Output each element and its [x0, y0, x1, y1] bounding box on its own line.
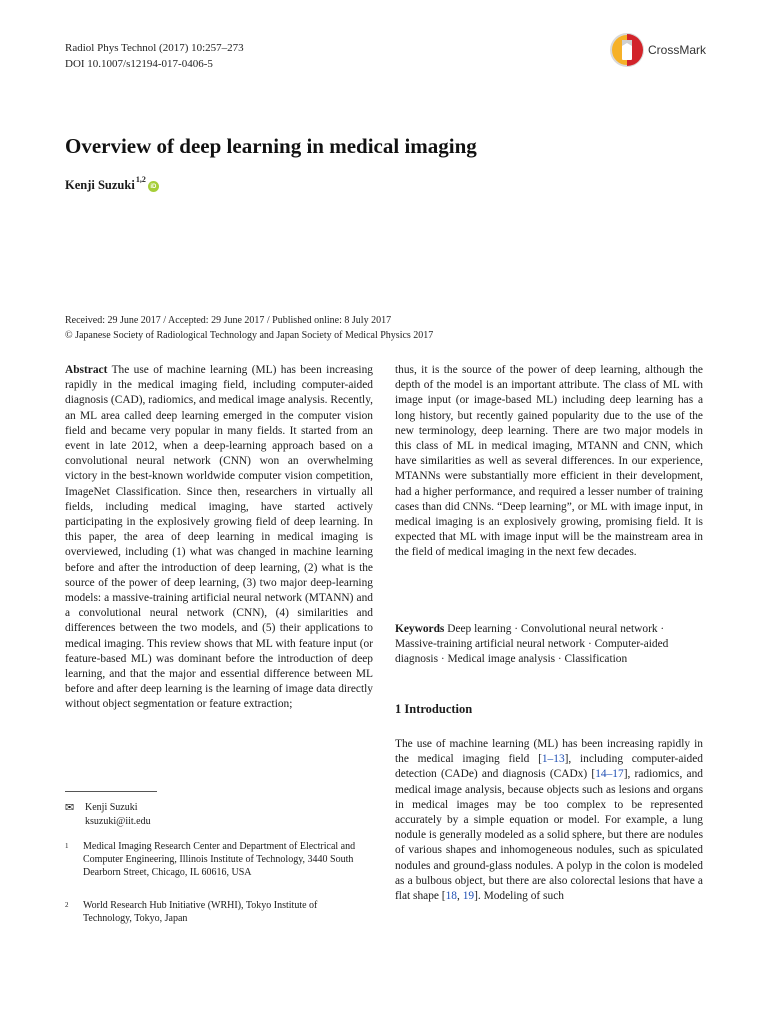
citation-link[interactable]: 19 [462, 890, 475, 903]
crossmark-badge[interactable] [609, 30, 719, 70]
keywords-text: Deep learning · Convolutional neural network · Massive-training artificial neural network · Computer-aided diagnosis · Medical image analysis · Classification [395, 623, 669, 666]
intro-text-1: The use of machine learning (ML) has been increasing rapidly in the medical imaging field [ [395, 738, 703, 766]
dates-line: Received: 29 June 2017 / Accepted: 29 June 2017 / Published online: 8 July 2017 [65, 315, 392, 326]
publication-dates [65, 313, 433, 343]
abstract-column-right [395, 363, 703, 561]
corresponding-author [65, 801, 151, 829]
affiliation-text: World Research Hub Initiative (WRHI), Tokyo Institute of Technology, Tokyo, Japan [83, 900, 318, 924]
affiliation-text: Medical Imaging Research Center and Department of Electrical and Computer Engineering, Illinois Institute of Technology, 3440 South Dearborn Street, Chicago, IL 60616, USA [83, 841, 356, 878]
citation-separator: , [457, 890, 463, 903]
intro-text-2: ], including computer-aided detection (CADe) and diagnosis (CADx) [ [395, 753, 703, 781]
contact-name: Kenji Suzuki [85, 802, 138, 813]
orcid-icon[interactable]: iD [148, 181, 159, 192]
affiliation-1 [65, 840, 365, 879]
introduction-text [395, 737, 703, 904]
footnote-divider [65, 791, 157, 792]
author-line [65, 175, 159, 193]
abstract-column-left [65, 363, 373, 713]
abstract-label: Abstract [65, 364, 108, 376]
abstract-continuation: thus, it is the source of the power of deep learning, although the depth of the model is an important attribute. The class of ML with image input (or image-based ML) including deep learning has a long history, but recently gained popularity due to the use of the new terminology, deep learning. There are two major models in this class of ML in medical imaging, MTANN and CNN, which have similarities as well as several differences. In our experience, MTANNs were substantially more efficient in their development, had a higher performance, and required a lesser number of training cases than did CNNs. “Deep learning”, or ML with image input, in medical imaging is an explosively growing, promising field. It is expected that ML with image input will be the mainstream area in the field of medical imaging in the next few decades. [395, 364, 703, 559]
abstract-text: The use of machine learning (ML) has been increasing rapidly in the medical imaging field, including computer-aided diagnosis (CAD), radiomics, and medical image analysis. Recently, an ML area called deep learning emerged in the computer vision field and became very popular in many fields. It started from an event in late 2012, when a deep-learning approach based on a convolutional neural network (CNN) won an overwhelming victory in the best-known worldwide computer vision competition, ImageNet Classification. Since then, researchers in virtually all fields, including medical imaging, have started actively participating in the explosively growing field of deep learning. In this paper, the area of deep learning in medical imaging is overviewed, including (1) what was changed in machine learning before and after the introduction of deep learning, (2) what is the source of the power of deep learning, (3) two major deep-learning models: a massive-training artificial neural network (MTANN) and a convolutional neural network (CNN), (4) similarities and differences between the two models, and (5) their applications to medical imaging. This review shows that ML with feature input (or feature-based ML) was dominant before the introduction of deep learning, and that the major and essential difference between ML before and after deep learning is the learning of image data directly without object segmentation or feature extraction; [65, 364, 373, 711]
affiliation-2 [65, 899, 365, 925]
affiliation-number: 1 [65, 842, 69, 850]
citation-link[interactable]: 18 [445, 890, 457, 903]
journal-citation: Radiol Phys Technol (2017) 10:257–273 [65, 42, 244, 54]
citation-link[interactable]: 14–17 [595, 768, 624, 781]
contact-email[interactable]: ksuzuki@iit.edu [85, 816, 151, 827]
author-name[interactable]: Kenji Suzuki [65, 178, 135, 192]
affiliation-number: 2 [65, 901, 69, 909]
citation-link[interactable]: 1–13 [541, 753, 565, 766]
crossmark-icon [609, 32, 645, 68]
intro-text-4: ]. Modeling of such [474, 890, 564, 903]
journal-header [65, 40, 244, 72]
keywords [395, 622, 703, 668]
envelope-icon: ✉ [65, 801, 75, 814]
intro-text-3: ], radiomics, and medical image analysis, because objects such as lesions and organs in medical images may be too complex to be represented accurately by a simple equation or model. For example, a lung nodule is generally modeled as a solid sphere, but there are nodules of various shapes and inhomogeneous nodules, such as spiculated nodules and ground-glass nodules. A polyp in the colon is modeled as a bulbous object, but there are also colorectal lesions that have a flat shape [ [395, 768, 703, 903]
crossmark-label: CrossMark [648, 43, 707, 57]
copyright-line: © Japanese Society of Radiological Technology and Japan Society of Medical Physics 2017 [65, 330, 434, 341]
keywords-label: Keywords [395, 623, 445, 635]
doi[interactable]: DOI 10.1007/s12194-017-0406-5 [65, 58, 213, 70]
paper-title: Overview of deep learning in medical imaging [65, 134, 477, 158]
section-heading-introduction: 1 Introduction [395, 702, 473, 716]
author-affiliation-sup: 1,2 [135, 175, 146, 184]
